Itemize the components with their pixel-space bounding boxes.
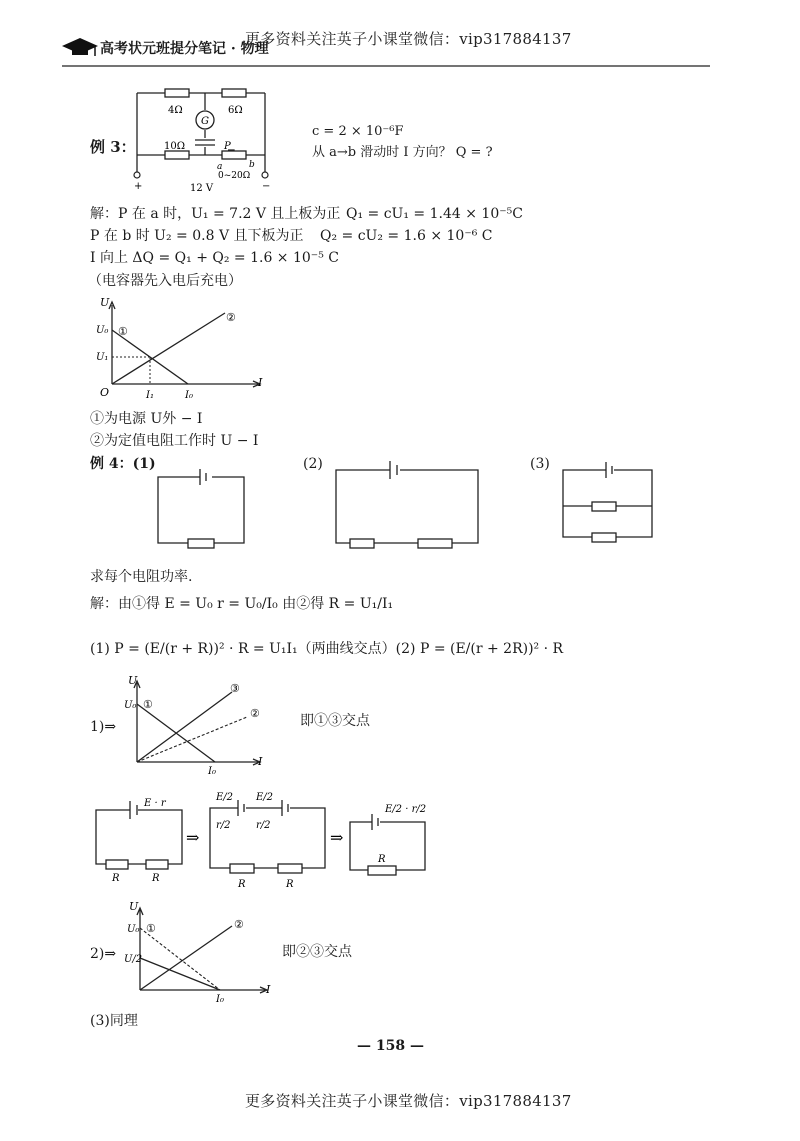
graph2-y-label: U <box>128 674 138 687</box>
graph2-label1: ① <box>143 698 153 711</box>
q2: Q₂ = cU₂ = 1.6 × 10⁻⁶ C <box>320 228 493 244</box>
eqA-r-left: R <box>112 873 120 884</box>
eqB-r-left: r/2 <box>216 820 231 831</box>
graph3-note: 即②③交点 <box>282 944 352 960</box>
graph2-prefix: 1)⇒ <box>90 719 117 735</box>
label-plus: + <box>134 181 143 192</box>
graph1-u1: U₁ <box>96 352 109 363</box>
legend1: ①为电源 U外 − I <box>90 411 203 427</box>
graph2-note: 即①③交点 <box>300 713 370 729</box>
graph3-line2 <box>140 926 232 990</box>
graph3-label1: ① <box>146 922 156 935</box>
legend2: ②为定值电阻工作时 U − I <box>90 433 259 449</box>
graph1-x-label: I <box>258 376 263 389</box>
solution-line3: I 向上 ΔQ = Q₁ + Q₂ = 1.6 × 10⁻⁵ C <box>90 250 339 266</box>
eqB-e-left: E/2 <box>216 792 234 803</box>
solution-line2: P 在 b 时 U₂ = 0.8 V 且下板为正 <box>90 228 304 244</box>
page-number: — 158 — <box>357 1038 424 1054</box>
example4-task: 求每个电阻功率. <box>90 569 193 585</box>
label-g: G <box>201 116 209 127</box>
example4-sub2: (2) <box>303 456 323 472</box>
watermark-top: 更多资料关注英子小课堂微信：vip317884137 <box>245 30 572 48</box>
graph1-y-label: U <box>100 296 110 309</box>
label-6ohm: 6Ω <box>228 105 243 116</box>
graph1-i0: I₀ <box>185 390 193 401</box>
graph2-u0: U₀ <box>124 700 137 711</box>
eqA-r-right: R <box>152 873 160 884</box>
eqB-r-right: r/2 <box>256 820 271 831</box>
graph2-i0: I₀ <box>208 766 216 777</box>
graph1-u0: U₀ <box>96 325 109 336</box>
example3-label: 例 3： <box>90 138 136 156</box>
watermark-bottom: 更多资料关注英子小课堂微信：vip317884137 <box>245 1092 572 1110</box>
same-reason: (3)同理 <box>90 1013 138 1029</box>
note: （电容器先入电后充电） <box>88 273 242 289</box>
eqC-er: E/2 · r/2 <box>385 804 427 815</box>
graph2-x-label: I <box>258 755 263 768</box>
graph1-label1: ① <box>118 325 128 338</box>
graph3-x-label: I <box>266 983 271 996</box>
book-title: 高考状元班提分笔记 · 物理 <box>100 41 269 57</box>
graph3-prefix: 2)⇒ <box>90 946 117 962</box>
graph2-label3: ③ <box>230 682 240 695</box>
label-p: P <box>224 141 231 152</box>
label-a: a <box>217 162 223 172</box>
eqB-e-right: E/2 <box>256 792 274 803</box>
eqC-r: R <box>378 854 386 865</box>
label-4ohm: 4Ω <box>168 105 183 116</box>
example4-sol2: (1) P = (E/(r + R))² · R = U₁I₁（两曲线交点）(2) P = (E/(r + 2R))² · R <box>90 641 564 657</box>
example4-sub3: (3) <box>530 456 550 472</box>
question: 从 a→b 滑动时 I 方向？ Q = ? <box>312 145 493 160</box>
graph3-i0: I₀ <box>216 994 224 1005</box>
given-c: c = 2 × 10⁻⁶F <box>312 124 404 139</box>
label-b: b <box>249 160 255 170</box>
graph3-line1 <box>140 928 220 990</box>
label-minus: − <box>262 181 271 192</box>
arrow-1: ⇒ <box>186 828 200 847</box>
solution-line1: 解：P 在 a 时，U₁ = 7.2 V 且上板为正 <box>90 206 341 222</box>
label-rheostat: 0~20Ω <box>218 171 251 181</box>
example4-label: 例 4：(1) <box>90 456 156 472</box>
graph1-label2: ② <box>226 311 236 324</box>
graph3-u-half: U/2 <box>124 954 143 965</box>
eqB-rr-left: R <box>238 879 246 890</box>
graph3-y-label: U <box>129 900 139 913</box>
graph1-i1: I₁ <box>146 390 154 401</box>
label-10ohm: 10Ω <box>164 141 186 152</box>
example4-sol1: 解：由①得 E = U₀ r = U₀/I₀ 由②得 R = U₁/I₁ <box>90 596 394 612</box>
graph2-label2: ② <box>250 707 260 720</box>
label-12v: 12 V <box>190 183 214 194</box>
graph1-origin: O <box>100 386 110 399</box>
eqA-er: E · r <box>144 798 166 809</box>
graph3-label2: ② <box>234 918 244 931</box>
eqB-rr-right: R <box>286 879 294 890</box>
graph3-u0: U₀ <box>127 924 140 935</box>
q1: Q₁ = cU₁ = 1.44 × 10⁻⁵C <box>346 206 523 222</box>
arrow-2: ⇒ <box>330 828 344 847</box>
